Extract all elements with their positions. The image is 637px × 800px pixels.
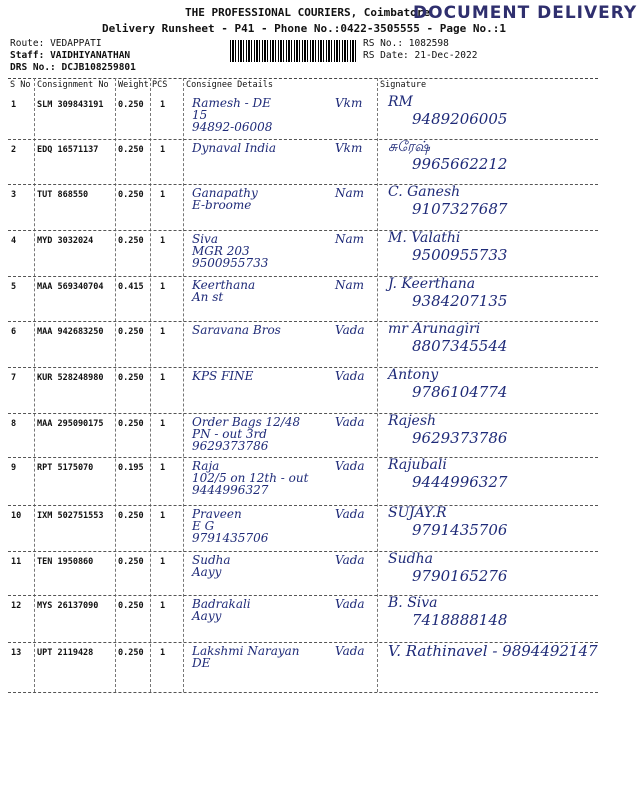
staff-label: Staff: xyxy=(10,50,45,61)
col-divider xyxy=(183,78,184,692)
row-consignment: MAA 942683250 xyxy=(37,327,104,337)
signature-line: 7418888148 xyxy=(412,611,508,629)
consignee-line: Raja xyxy=(192,459,220,473)
consignee-line: 15 xyxy=(192,108,208,122)
consignee-line: Ganapathy xyxy=(192,186,258,200)
drs-line xyxy=(10,62,136,73)
row-sno: 11 xyxy=(11,557,22,567)
consignee-line: Saravana Bros xyxy=(192,323,281,337)
signature-line: 9786104774 xyxy=(412,383,508,401)
row-separator xyxy=(8,595,598,596)
consignee-line: E-broome xyxy=(192,198,252,212)
consignee-place: Vada xyxy=(335,369,365,383)
rs-no-value: 1082598 xyxy=(408,38,449,49)
signature-line: 9444996327 xyxy=(412,473,508,491)
row-sno: 1 xyxy=(11,100,17,110)
row-separator xyxy=(8,139,598,140)
col-pcs: PCS xyxy=(152,80,168,90)
signature-line: Rajubali xyxy=(388,457,447,473)
col-divider xyxy=(377,78,378,692)
row-weight: 0.250 xyxy=(118,373,144,383)
signature-line: B. Siva xyxy=(388,595,438,611)
col-divider xyxy=(34,78,35,692)
col-divider xyxy=(115,78,116,692)
consignee-place: Vada xyxy=(335,644,365,658)
consignee-line: Ramesh - DE xyxy=(192,96,271,110)
signature-line: C. Ganesh xyxy=(388,184,461,200)
consignee-line: An st xyxy=(192,290,224,304)
rs-date-value: 21-Dec-2022 xyxy=(414,50,478,61)
row-pcs: 1 xyxy=(160,419,166,429)
row-weight: 0.250 xyxy=(118,327,144,337)
row-separator xyxy=(8,276,598,277)
row-weight: 0.195 xyxy=(118,463,144,473)
consignee-line: Aayy xyxy=(192,609,222,623)
drs-label: DRS No.: xyxy=(10,62,56,73)
consignee-line: Dynaval India xyxy=(192,141,277,155)
signature-line: Rajesh xyxy=(388,413,437,429)
row-consignment: TEN 1950860 xyxy=(37,557,94,567)
consignee-line: 94892-06008 xyxy=(192,120,273,134)
row-pcs: 1 xyxy=(160,100,166,110)
row-consignment: MAA 295090175 xyxy=(37,419,104,429)
signature-line: 9965662212 xyxy=(412,155,508,173)
row-consignment: RPT 5175070 xyxy=(37,463,94,473)
row-separator xyxy=(8,230,598,231)
row-separator xyxy=(8,367,598,368)
consignee-line: PN - out 3rd xyxy=(192,427,267,441)
consignee-place: Nam xyxy=(335,232,365,246)
col-signature: Signature xyxy=(380,80,427,90)
row-consignment: SLM 309843191 xyxy=(37,100,104,110)
consignee-place: Vada xyxy=(335,507,365,521)
row-consignment: EDQ 16571137 xyxy=(37,145,99,155)
signature-line: 9500955733 xyxy=(412,246,508,264)
consignee-line: Praveen xyxy=(192,507,242,521)
row-pcs: 1 xyxy=(160,601,166,611)
consignee-line: Keerthana xyxy=(192,278,256,292)
route-line xyxy=(10,38,102,49)
signature-line: 9629373786 xyxy=(412,429,508,447)
consignee-line: Aayy xyxy=(192,565,222,579)
consignee-line: Badrakali xyxy=(192,597,251,611)
staff-value: VAIDHIYANATHAN xyxy=(50,50,131,61)
signature-line: 9489206005 xyxy=(412,110,508,128)
row-pcs: 1 xyxy=(160,557,166,567)
row-pcs: 1 xyxy=(160,236,166,246)
row-weight: 0.250 xyxy=(118,648,144,658)
row-separator xyxy=(8,692,598,693)
signature-line: V. Rathinavel - 9894492147 xyxy=(388,642,598,660)
consignee-place: Vada xyxy=(335,553,365,567)
row-weight: 0.250 xyxy=(118,601,144,611)
row-pcs: 1 xyxy=(160,190,166,200)
consignee-line: 9444996327 xyxy=(192,483,269,497)
col-divider xyxy=(150,78,151,692)
consignee-line: Sudha xyxy=(192,553,231,567)
row-sno: 6 xyxy=(11,327,17,337)
signature-line: J. Keerthana xyxy=(388,276,476,292)
row-sno: 5 xyxy=(11,282,17,292)
signature-line: RM xyxy=(388,94,413,110)
consignee-line: E G xyxy=(192,519,215,533)
row-pcs: 1 xyxy=(160,282,166,292)
row-separator xyxy=(8,321,598,322)
row-pcs: 1 xyxy=(160,373,166,383)
row-consignment: IXM 502751553 xyxy=(37,511,104,521)
col-sno: S No xyxy=(10,80,31,90)
row-pcs: 1 xyxy=(160,511,166,521)
signature-line: 9790165276 xyxy=(412,567,508,585)
row-weight: 0.250 xyxy=(118,557,144,567)
consignee-line: 9791435706 xyxy=(192,531,269,545)
row-sno: 7 xyxy=(11,373,17,383)
col-weight: Weight xyxy=(118,80,149,90)
row-weight: 0.250 xyxy=(118,190,144,200)
row-weight: 0.250 xyxy=(118,419,144,429)
row-weight: 0.250 xyxy=(118,511,144,521)
consignee-place: Vada xyxy=(335,323,365,337)
row-weight: 0.415 xyxy=(118,282,144,292)
row-pcs: 1 xyxy=(160,145,166,155)
signature-line: 9384207135 xyxy=(412,292,508,310)
row-separator xyxy=(8,457,598,458)
drs-value: DCJB108259801 xyxy=(61,62,136,73)
consignee-line: Lakshmi Narayan xyxy=(192,644,300,658)
rs-date-label: RS Date: xyxy=(363,50,409,61)
row-separator xyxy=(8,413,598,414)
row-weight: 0.250 xyxy=(118,100,144,110)
row-consignment: MYD 3032024 xyxy=(37,236,94,246)
consignee-line: DE xyxy=(192,656,211,670)
row-sno: 13 xyxy=(11,648,22,658)
consignee-place: Vada xyxy=(335,597,365,611)
runsheet-subtitle: Delivery Runsheet - P41 - Phone No.:0422-3505555 - Page No.:1 xyxy=(102,22,506,35)
signature-line: mr Arunagiri xyxy=(388,321,481,337)
consignee-line: 102/5 on 12th - out xyxy=(192,471,309,485)
route-value: VEDAPPATI xyxy=(50,38,102,49)
consignee-place: Vkm xyxy=(335,141,363,155)
route-label: Route: xyxy=(10,38,45,49)
row-separator xyxy=(8,551,598,552)
staff-line xyxy=(10,50,130,61)
row-pcs: 1 xyxy=(160,327,166,337)
consignee-line: 9500955733 xyxy=(192,256,269,270)
row-sno: 8 xyxy=(11,419,17,429)
signature-line: சுரேஷ் xyxy=(388,139,430,155)
row-sno: 4 xyxy=(11,236,17,246)
col-consignment: Consignment No xyxy=(37,80,109,90)
consignee-place: Nam xyxy=(335,278,365,292)
signature-line: Antony xyxy=(388,367,439,383)
row-sno: 2 xyxy=(11,145,17,155)
row-sno: 9 xyxy=(11,463,17,473)
row-pcs: 1 xyxy=(160,648,166,658)
consignee-line: Siva xyxy=(192,232,218,246)
company-title: THE PROFESSIONAL COURIERS, Coimbatore xyxy=(185,6,431,19)
barcode xyxy=(230,40,356,62)
row-consignment: MAA 569340704 xyxy=(37,282,104,292)
consignee-line: 9629373786 xyxy=(192,439,269,453)
signature-line: Sudha xyxy=(388,551,433,567)
row-separator xyxy=(8,184,598,185)
rs-date-line xyxy=(363,50,477,61)
consignee-place: Vkm xyxy=(335,96,363,110)
consignee-line: KPS FINE xyxy=(192,369,254,383)
consignee-place: Vada xyxy=(335,459,365,473)
rs-no-line xyxy=(363,38,449,49)
document-delivery-stamp: DOCUMENT DELIVERY xyxy=(413,3,637,23)
row-consignment: UPT 2119428 xyxy=(37,648,94,658)
consignee-place: Vada xyxy=(335,415,365,429)
signature-line: 8807345544 xyxy=(412,337,508,355)
row-pcs: 1 xyxy=(160,463,166,473)
signature-line: M. Valathi xyxy=(388,230,461,246)
row-sno: 10 xyxy=(11,511,22,521)
row-weight: 0.250 xyxy=(118,145,144,155)
row-consignment: TUT 868550 xyxy=(37,190,89,200)
consignee-line: MGR 203 xyxy=(192,244,250,258)
col-consignee: Consignee Details xyxy=(186,80,273,90)
table-top-rule xyxy=(8,78,598,79)
row-sno: 3 xyxy=(11,190,17,200)
consignee-place: Nam xyxy=(335,186,365,200)
signature-line: 9107327687 xyxy=(412,200,508,218)
signature-line: 9791435706 xyxy=(412,521,508,539)
row-sno: 12 xyxy=(11,601,22,611)
row-consignment: KUR 528248980 xyxy=(37,373,104,383)
signature-line: SUJAY.R xyxy=(388,505,447,521)
row-weight: 0.250 xyxy=(118,236,144,246)
consignee-line: Order Bags 12/48 xyxy=(192,415,301,429)
row-separator xyxy=(8,505,598,506)
rs-no-label: RS No.: xyxy=(363,38,404,49)
row-consignment: MYS 26137090 xyxy=(37,601,99,611)
